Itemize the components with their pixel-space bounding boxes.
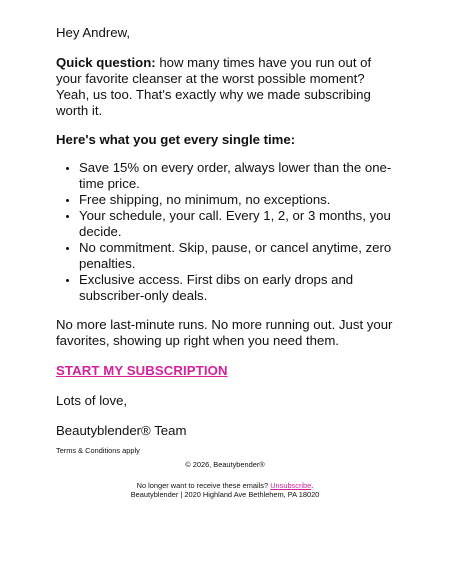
intro-paragraph xyxy=(56,55,396,119)
benefits-list xyxy=(56,160,396,304)
unsubscribe-suffix: . xyxy=(311,481,314,490)
unsubscribe-line xyxy=(0,481,450,490)
benefit-item: • No commitment. Skip, pause, or cancel anytime, zero penalties. xyxy=(79,240,396,272)
email-content xyxy=(56,25,396,455)
closing-paragraph: No more last-minute runs. No more running out. Just your favorites, showing up right when you need them. xyxy=(56,317,393,348)
intro-text: how many times have you run out of your favorite cleanser at the worst possible moment? Yeah, us too. That's exactly why we made subscribing worth it. xyxy=(56,55,372,118)
greeting: Hey Andrew, xyxy=(56,25,131,40)
copyright-footer: © 2026, Beautybender® xyxy=(185,460,265,469)
start-subscription-link[interactable]: START MY SUBSCRIPTION xyxy=(56,363,228,378)
benefit-item: • Exclusive access. First dibs on early drops and subscriber-only deals. xyxy=(79,272,396,304)
unsubscribe-link[interactable]: Unsubscribe xyxy=(270,481,312,490)
unsubscribe-footer xyxy=(0,481,450,499)
intro-lead: Quick question: xyxy=(56,55,156,70)
postal-address: Beautyblender | 2020 Highland Ave Bethlehem, PA 18020 xyxy=(130,490,320,499)
unsubscribe-prompt: No longer want to receive these emails? xyxy=(136,481,269,490)
benefits-heading: Here's what you get every single time: xyxy=(56,132,296,147)
signoff: Lots of love, xyxy=(56,393,128,408)
terms-note: Terms & Conditions apply xyxy=(56,446,140,455)
benefit-item: • Save 15% on every order, always lower than the one-time price. xyxy=(79,160,396,192)
benefit-item: • Your schedule, your call. Every 1, 2, or 3 months, you decide. xyxy=(79,208,396,240)
benefit-item: • Free shipping, no minimum, no exceptions. xyxy=(79,192,396,208)
signature: Beautyblender® Team xyxy=(56,423,187,438)
